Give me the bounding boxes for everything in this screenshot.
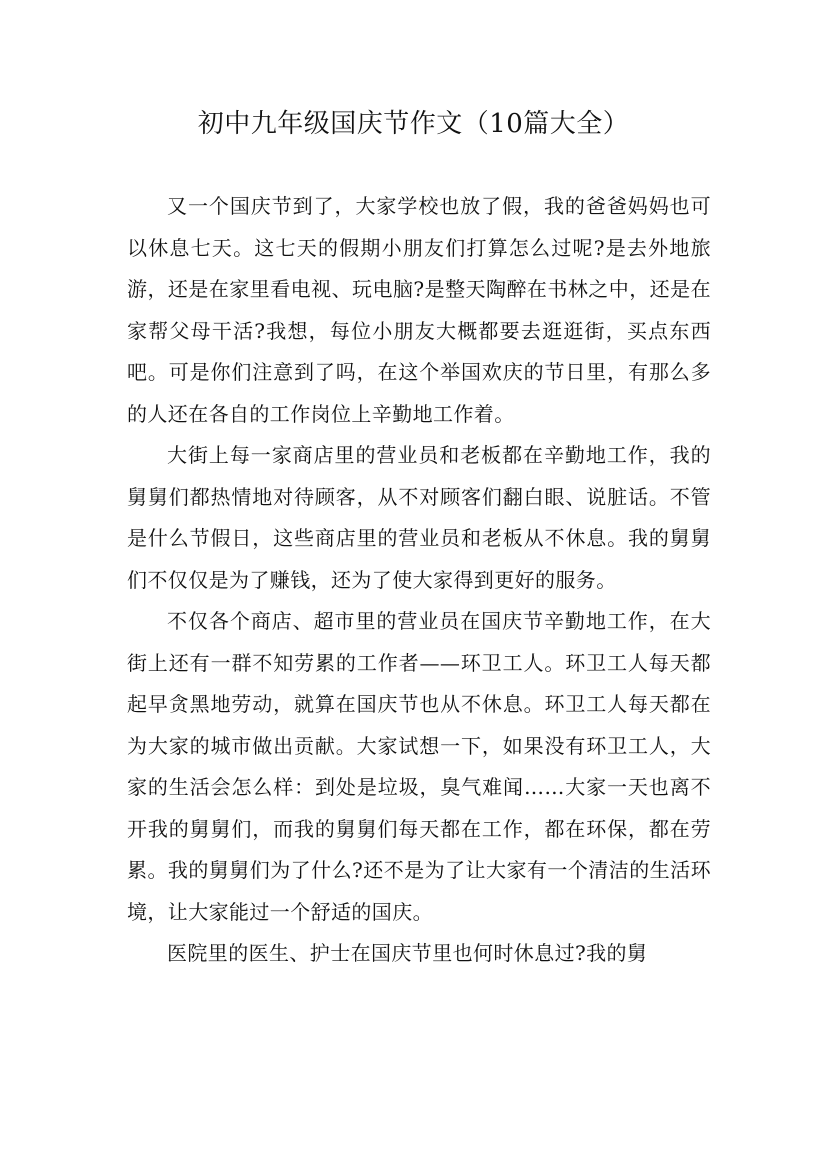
document-title: 初中九年级国庆节作文（10篇大全） <box>197 109 630 139</box>
paragraph-2: 大街上每一家商店里的营业员和老板都在辛勤地工作，我的舅舅们都热情地对待顾客，从不对顾客们翻白眼、说脏话。不管是什么节假日，这些商店里的营业员和老板从不休息。我的舅舅们不仅仅是为了赚钱，还为了使大家得到更好的服务。 <box>127 443 711 592</box>
document-body <box>127 186 711 975</box>
paragraph-4: 医院里的医生、护士在国庆节里也何时休息过?我的舅 <box>167 941 648 965</box>
paragraph-3: 不仅各个商店、超市里的营业员在国庆节辛勤地工作，在大街上还有一群不知劳累的工作者——环卫工人。环卫工人每天都起早贪黑地劳动，就算在国庆节也从不休息。环卫工人每天都在为大家的城市做出贡献。大家试想一下，如果没有环卫工人，大家的生活会怎么样：到处是垃圾，臭气难闻……大家一天也离不开我的舅舅们，而我的舅舅们每天都在工作，都在环保，都在劳累。我的舅舅们为了什么?还不是为了让大家有一个清洁的生活环境，让大家能过一个舒适的国庆。 <box>127 609 711 924</box>
paragraph-1: 又一个国庆节到了，大家学校也放了假，我的爸爸妈妈也可以休息七天。这七天的假期小朋友们打算怎么过呢?是去外地旅游，还是在家里看电视、玩电脑?是整天陶醉在书林之中，还是在家帮父母干活?我想，每位小朋友大概都要去逛逛街，买点东西吧。可是你们注意到了吗，在这个举国欢庆的节日里，有那么多的人还在各自的工作岗位上辛勤地工作着。 <box>127 194 711 426</box>
